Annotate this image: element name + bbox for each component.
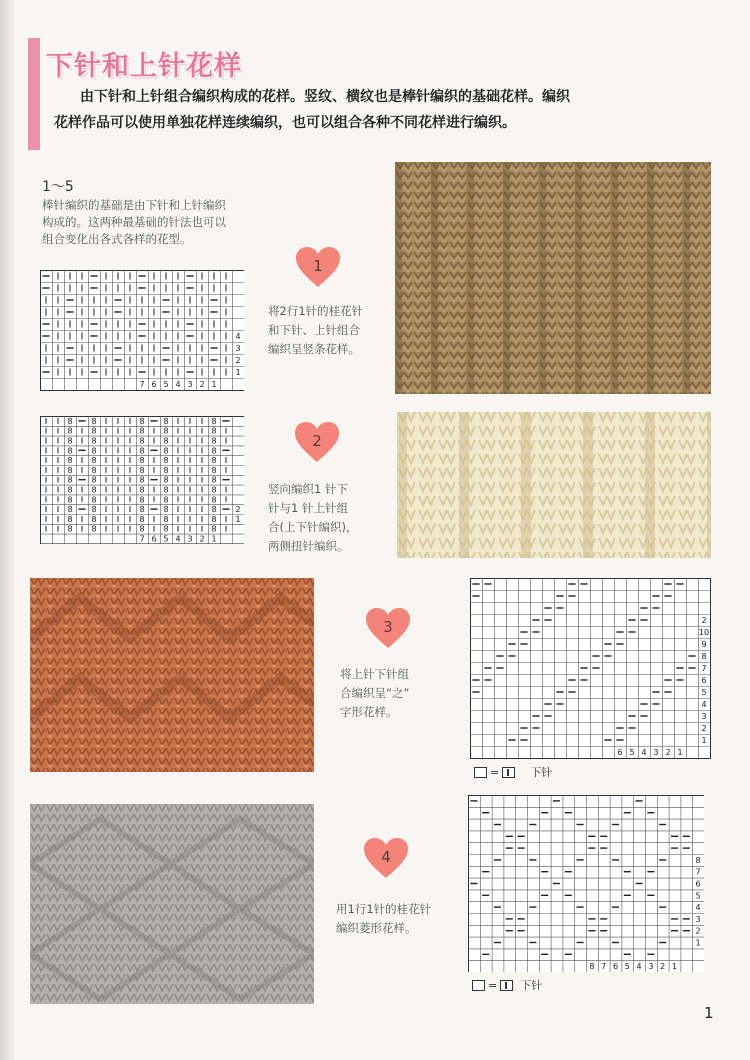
twist-symbol: 8 [163, 524, 169, 534]
swatch-photo-1 [395, 162, 711, 394]
row-number: 9 [701, 640, 707, 649]
twist-symbol: 8 [163, 456, 169, 466]
twist-symbol: 8 [211, 456, 217, 466]
twist-symbol: 8 [67, 475, 73, 485]
row-number: 2 [701, 724, 707, 733]
twist-symbol: 8 [67, 436, 73, 446]
twist-symbol: 8 [211, 465, 217, 475]
section-basics [42, 197, 257, 248]
row-number: 2 [695, 926, 701, 936]
column-number: 2 [660, 962, 666, 972]
twist-symbol: 8 [91, 446, 97, 456]
row-number: 7 [701, 664, 707, 673]
legend-equals: = [488, 978, 498, 992]
heart-2 [293, 422, 341, 466]
column-number: 3 [648, 962, 654, 972]
twist-symbol: 8 [91, 505, 97, 515]
twist-symbol: 8 [211, 495, 217, 505]
pattern-4-desc-line: 用1行1针的桂花针 [336, 902, 432, 916]
row-number: 3 [701, 712, 707, 721]
column-number: 4 [636, 962, 642, 972]
twist-symbol: 8 [163, 475, 169, 485]
row-number: 3 [235, 344, 241, 353]
book-spine [0, 0, 14, 1060]
row-number: 2 [235, 505, 241, 515]
twist-symbol: 8 [211, 426, 217, 436]
twist-symbol: 8 [163, 485, 169, 495]
twist-symbol: 8 [163, 416, 169, 426]
pattern-4-desc [336, 900, 431, 938]
pattern-1-desc [268, 302, 363, 359]
column-number: 6 [151, 534, 157, 544]
twist-symbol: 8 [67, 465, 73, 475]
row-number: 8 [701, 652, 707, 661]
twist-symbol: 8 [91, 456, 97, 466]
pattern-2-desc [268, 480, 357, 556]
pattern-1-desc-line: 编织呈竖条花样。 [268, 342, 360, 356]
pattern-2-number: 2 [312, 432, 322, 450]
pattern-3-number: 3 [383, 618, 393, 636]
column-number: 1 [671, 962, 678, 972]
column-number: 2 [199, 380, 205, 389]
chart-3-legend [474, 764, 552, 780]
twist-symbol: 8 [163, 505, 169, 515]
column-number: 1 [211, 380, 217, 389]
column-number: 4 [641, 748, 647, 757]
twist-symbol: 8 [163, 514, 169, 524]
twist-symbol: 8 [211, 475, 217, 485]
row-number: 1 [235, 514, 241, 524]
row-number: 2 [235, 356, 241, 365]
heart-1 [294, 247, 342, 291]
row-number: 4 [695, 903, 701, 913]
row-number: 10 [698, 628, 710, 637]
twist-symbol: 8 [139, 465, 145, 475]
twist-symbol: 8 [91, 495, 97, 505]
legend-equals: = [490, 765, 500, 779]
twist-symbol: 8 [211, 416, 217, 426]
row-number: 7 [695, 867, 701, 877]
column-number: 3 [187, 534, 193, 544]
pattern-1-desc-line: 和下针、上针组合 [268, 323, 360, 337]
row-number: 5 [695, 891, 701, 901]
twist-symbol: 8 [163, 426, 169, 436]
swatch-photo-3 [30, 578, 314, 772]
row-number: 8 [695, 855, 701, 865]
twist-symbol: 8 [211, 524, 217, 534]
knit-chart-4 [468, 795, 704, 972]
twist-symbol: 8 [67, 456, 73, 466]
twist-symbol: 8 [139, 514, 145, 524]
twist-symbol: 8 [139, 495, 145, 505]
column-number: 1 [677, 748, 683, 757]
section-range: 1～5 [42, 179, 74, 195]
intro-line-2: 花样作品可以使用单独花样连续编织，也可以组合各种不同花样进行编织。 [54, 115, 516, 131]
twist-symbol: 8 [211, 514, 217, 524]
twist-symbol: 8 [139, 416, 145, 426]
column-number: 3 [653, 748, 659, 757]
twist-symbol: 8 [139, 436, 145, 446]
column-number: 3 [187, 380, 193, 389]
column-number: 4 [175, 534, 181, 544]
knit-symbol-icon [502, 767, 515, 778]
twist-symbol: 8 [163, 436, 169, 446]
twist-symbol: 8 [139, 446, 145, 456]
basics-line-3: 组合变化出各式各样的花型。 [42, 232, 192, 246]
twist-symbol: 8 [91, 416, 97, 426]
twist-symbol: 8 [163, 465, 169, 475]
heart-4 [362, 838, 410, 882]
chart-4-legend [472, 977, 542, 993]
row-number: 1 [701, 736, 707, 745]
pattern-2-desc-line: 合(上下针编织)， [268, 520, 358, 534]
twist-symbol: 8 [67, 446, 73, 456]
column-number: 7 [601, 962, 607, 972]
row-number: 6 [701, 676, 707, 685]
pattern-1-number: 1 [313, 257, 323, 275]
twist-symbol: 8 [67, 495, 73, 505]
swatch-photo-4 [30, 804, 314, 1004]
column-number: 4 [175, 380, 181, 389]
swatch-photo-2 [397, 412, 711, 558]
column-number: 6 [617, 748, 623, 757]
pattern-4-desc-line: 编织菱形花样。 [336, 921, 417, 935]
column-number: 5 [163, 380, 169, 389]
column-number: 5 [624, 962, 630, 972]
column-number: 7 [139, 380, 145, 389]
blank-cell-icon [474, 767, 487, 778]
column-number: 6 [612, 962, 619, 972]
legend-label: 下针 [530, 766, 553, 779]
pattern-3-desc-line: 合编织呈“之” [340, 686, 410, 700]
pattern-1-desc-line: 将2行1针的桂花针 [268, 304, 364, 318]
column-number: 2 [199, 534, 205, 544]
twist-symbol: 8 [67, 514, 73, 524]
twist-symbol: 8 [163, 495, 169, 505]
row-number: 3 [695, 914, 701, 924]
page-title: 下针和上针花样 [46, 51, 242, 82]
intro-line-1: 由下针和上针组合编织构成的花样。竖纹、横纹也是棒针编织的基础花样。编织 [80, 89, 570, 105]
row-number: 5 [701, 688, 707, 697]
row-number: 1 [695, 938, 701, 948]
pattern-2-desc-line: 两侧扭针编织。 [268, 539, 349, 553]
twist-symbol: 8 [67, 426, 73, 436]
intro-text [54, 84, 714, 136]
twist-symbol: 8 [67, 485, 73, 495]
twist-symbol: 8 [139, 426, 145, 436]
pattern-2-desc-line: 竖向编织1 针下 [268, 482, 348, 496]
pattern-3-desc-line: 将上针下针组 [340, 667, 409, 681]
twist-symbol: 8 [139, 475, 145, 485]
column-number: 8 [589, 962, 595, 972]
heart-3 [364, 608, 412, 652]
twist-symbol: 8 [91, 465, 97, 475]
twist-symbol: 8 [91, 485, 97, 495]
row-number: 4 [701, 700, 707, 709]
twist-symbol: 8 [91, 524, 97, 534]
title-accent-bar [28, 38, 40, 150]
pattern-4-number: 4 [381, 848, 391, 866]
row-number: 2 [701, 616, 707, 625]
pattern-3-desc-line: 字形花样。 [340, 705, 398, 719]
column-number: 1 [211, 534, 217, 544]
column-number: 5 [163, 534, 169, 544]
row-number: 4 [235, 332, 241, 341]
column-number: 5 [629, 748, 635, 757]
knit-symbol-icon [500, 980, 513, 991]
knit-chart-1 [40, 270, 244, 392]
pattern-2-desc-line: 针与1 针上针组 [268, 501, 348, 515]
twist-symbol: 8 [139, 456, 145, 466]
twist-symbol: 8 [91, 436, 97, 446]
twist-symbol: 8 [139, 485, 145, 495]
knit-chart-2 [40, 416, 244, 544]
twist-symbol: 8 [139, 524, 145, 534]
twist-symbol: 8 [211, 485, 217, 495]
twist-symbol: 8 [67, 524, 73, 534]
twist-symbol: 8 [67, 505, 73, 515]
column-number: 6 [151, 380, 157, 389]
column-number: 2 [665, 748, 671, 757]
twist-symbol: 8 [211, 446, 217, 456]
knit-chart-3 [470, 578, 712, 760]
row-number: 6 [695, 879, 701, 889]
twist-symbol: 8 [67, 416, 73, 426]
blank-cell-icon [472, 980, 485, 991]
basics-line-1: 棒针编织的基础是由下针和上针编织 [42, 198, 226, 212]
twist-symbol: 8 [91, 475, 97, 485]
twist-symbol: 8 [211, 505, 217, 515]
twist-symbol: 8 [91, 514, 97, 524]
twist-symbol: 8 [91, 426, 97, 436]
twist-symbol: 8 [163, 446, 169, 456]
page-number: 1 [704, 1004, 714, 1022]
twist-symbol: 8 [139, 505, 145, 515]
pattern-3-desc [340, 665, 409, 722]
basics-line-2: 构成的。这两种最基础的针法也可以 [42, 215, 226, 229]
column-number: 7 [139, 534, 145, 544]
legend-label: 下针 [520, 979, 543, 992]
row-number: 1 [235, 368, 241, 377]
twist-symbol: 8 [211, 436, 217, 446]
